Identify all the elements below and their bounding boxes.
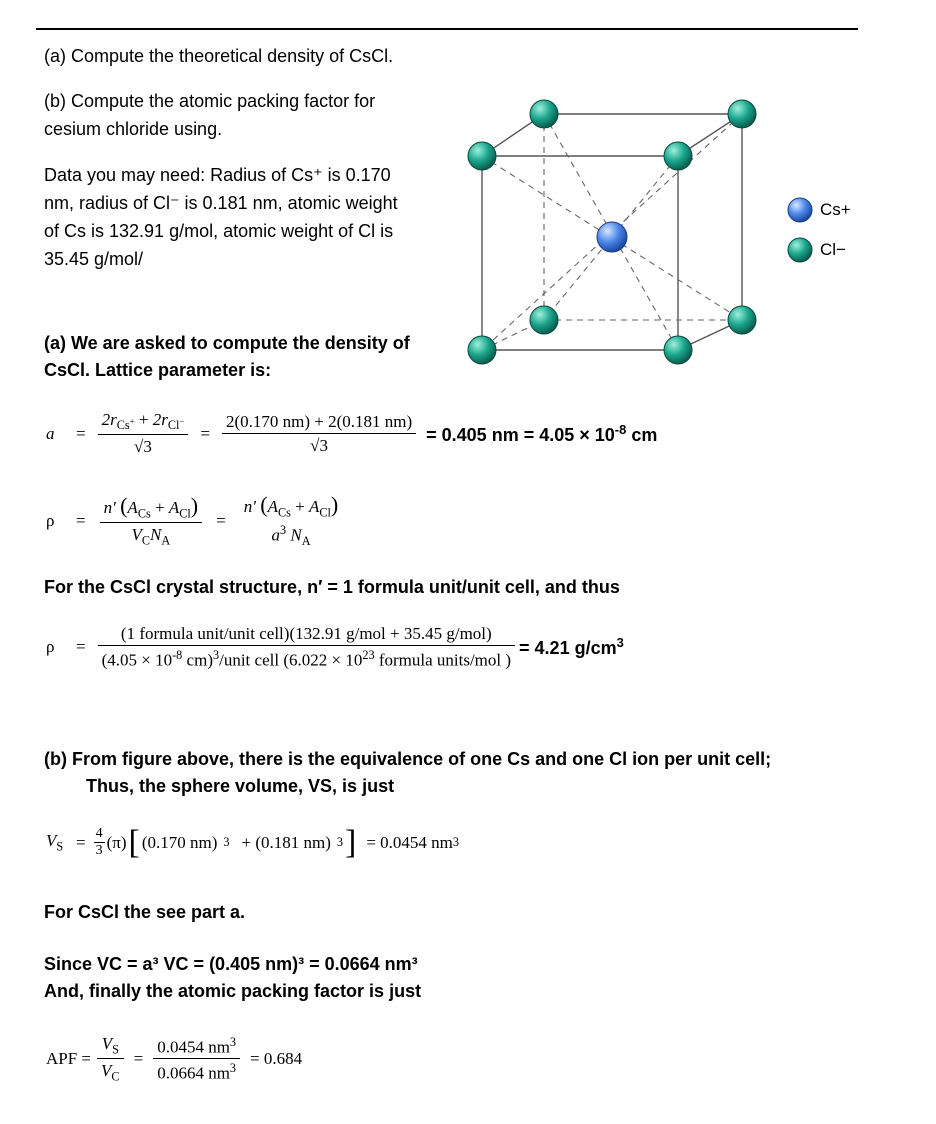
solution-a-intro-line1: (a) We are asked to compute the density of	[44, 333, 410, 353]
apf-result: = 0.684	[250, 1049, 303, 1069]
cl-ion	[530, 100, 558, 128]
cl-ion	[728, 306, 756, 334]
cl-ion	[728, 100, 756, 128]
legend-cl-label: Cl−	[820, 240, 846, 259]
data-line-3: of Cs is 132.91 g/mol, atomic weight of Cl is	[44, 221, 394, 241]
cl-ion	[664, 336, 692, 364]
apf-label: APF =	[46, 1049, 92, 1069]
a-result: = 0.405 nm = $4.05 \times 10^{-8}$ cm	[426, 421, 658, 445]
data-line-4: 35.45 g/mol/	[44, 249, 144, 269]
apf-intro: And, finally the atomic packing factor is just	[44, 981, 422, 1001]
see-part-a: For CsCl the see part a.	[44, 902, 246, 922]
rho-result: = 4.21 $g/cm^3$	[519, 635, 624, 659]
cl-ion	[530, 306, 558, 334]
cl-ion	[468, 336, 496, 364]
cl-ion-swatch	[786, 236, 814, 264]
legend-item-cl	[786, 236, 851, 264]
sphere-volume-equation: $V_S$ = $\frac{4}{3}$ (π) [ (0.170 nm) 3 + (0.181 nm) 3 ] = 0.0454 nm 3	[46, 823, 460, 861]
cs-ion	[597, 222, 627, 252]
density-numeric-equation: ρ = (1 formula unit/unit cell)(132.91 g/mol + 35.45 g/mol) ($4.05 \times 10^{-8}$ cm)$^3$/unit cell ($6.022 \times 10^{23}$ formula units/mol ) = 4.21 $g/cm^3$	[46, 624, 624, 670]
a-fraction-numeric: $\frac{2(0.170 nm) + 2(0.181 nm)}{√3}$	[222, 412, 416, 456]
cl-ion	[664, 142, 692, 170]
legend-cs-label: Cs+	[820, 200, 851, 219]
cs-ion-swatch	[786, 196, 814, 224]
top-rule	[36, 28, 858, 30]
rho-fraction-1: $\frac{n' (A_{Cs} + A_{Cl})}{V_CN_A}$	[100, 493, 203, 549]
solution-a-intro-line2: CsCl. Lattice parameter is:	[44, 360, 272, 380]
nprime-statement: For the CsCl crystal structure, n′ = 1 formula unit/unit cell, and thus	[44, 577, 620, 597]
solution-b-intro-line1: (b) From figure above, there is the equivalence of one Cs and one Cl ion per unit cell;	[44, 749, 772, 769]
cscl-unit-cell-diagram	[462, 94, 772, 374]
legend-item-cs	[786, 196, 851, 224]
data-line-2: nm, radius of Cl⁻ is 0.181 nm, atomic weight	[44, 193, 398, 213]
cl-ions	[530, 100, 756, 334]
legend	[786, 196, 851, 264]
cl-ions-front	[468, 142, 692, 364]
problem-part-b-line2: cesium chloride using.	[44, 119, 223, 139]
a-symbol: a	[46, 423, 55, 443]
vs-symbol: $V_S$	[46, 830, 64, 854]
lattice-parameter-equation: a = $\frac{2r_{Cs^+} + 2r_{Cl^-}}{√3}$ = $\frac{2(0.170 nm) + 2(0.181 nm)}{√3}$ = 0.405 nm = $4.05 \times 10^{-8}$ cm	[46, 410, 658, 457]
rho-symbol: ρ	[46, 510, 55, 530]
problem-part-b-line1: (b) Compute the atomic packing factor for	[44, 91, 376, 111]
solution-b-intro-line2: Thus, the sphere volume, VS, is just	[86, 776, 395, 796]
vc-line: Since VC = a³ VC = (0.405 nm)³ = 0.0664 nm³	[44, 954, 418, 974]
problem-part-a: (a) Compute the theoretical density of CsCl.	[44, 46, 394, 66]
density-symbolic-equation: ρ = $\frac{n' (A_{Cs} + A_{Cl})}{V_CN_A}$ = n′ $(A_{Cs} + A_{Cl})$ $a^3$ $N_A$	[46, 492, 342, 549]
data-line-1: Data you may need: Radius of Cs⁺ is 0.170	[44, 165, 391, 185]
rho-fraction-2: n′ $(A_{Cs} + A_{Cl})$ $a^3$ $N_A$	[243, 492, 339, 549]
a-fraction-symbolic: $\frac{2r_{Cs^+} + 2r_{Cl^-}}{√3}$	[98, 410, 189, 457]
apf-equation: APF = $\frac{V_S}{V_C}$ = $\frac{0.0454 nm^3}{0.0664 nm^3}$ = 0.684	[46, 1034, 303, 1084]
cl-ion	[468, 142, 496, 170]
rho-numeric-fraction: (1 formula unit/unit cell)(132.91 g/mol + 35.45 g/mol) ($4.05 \times 10^{-8}$ cm)$^3$/unit cell ($6.022 \times 10^{23}$ formula units/mol )	[98, 624, 515, 671]
